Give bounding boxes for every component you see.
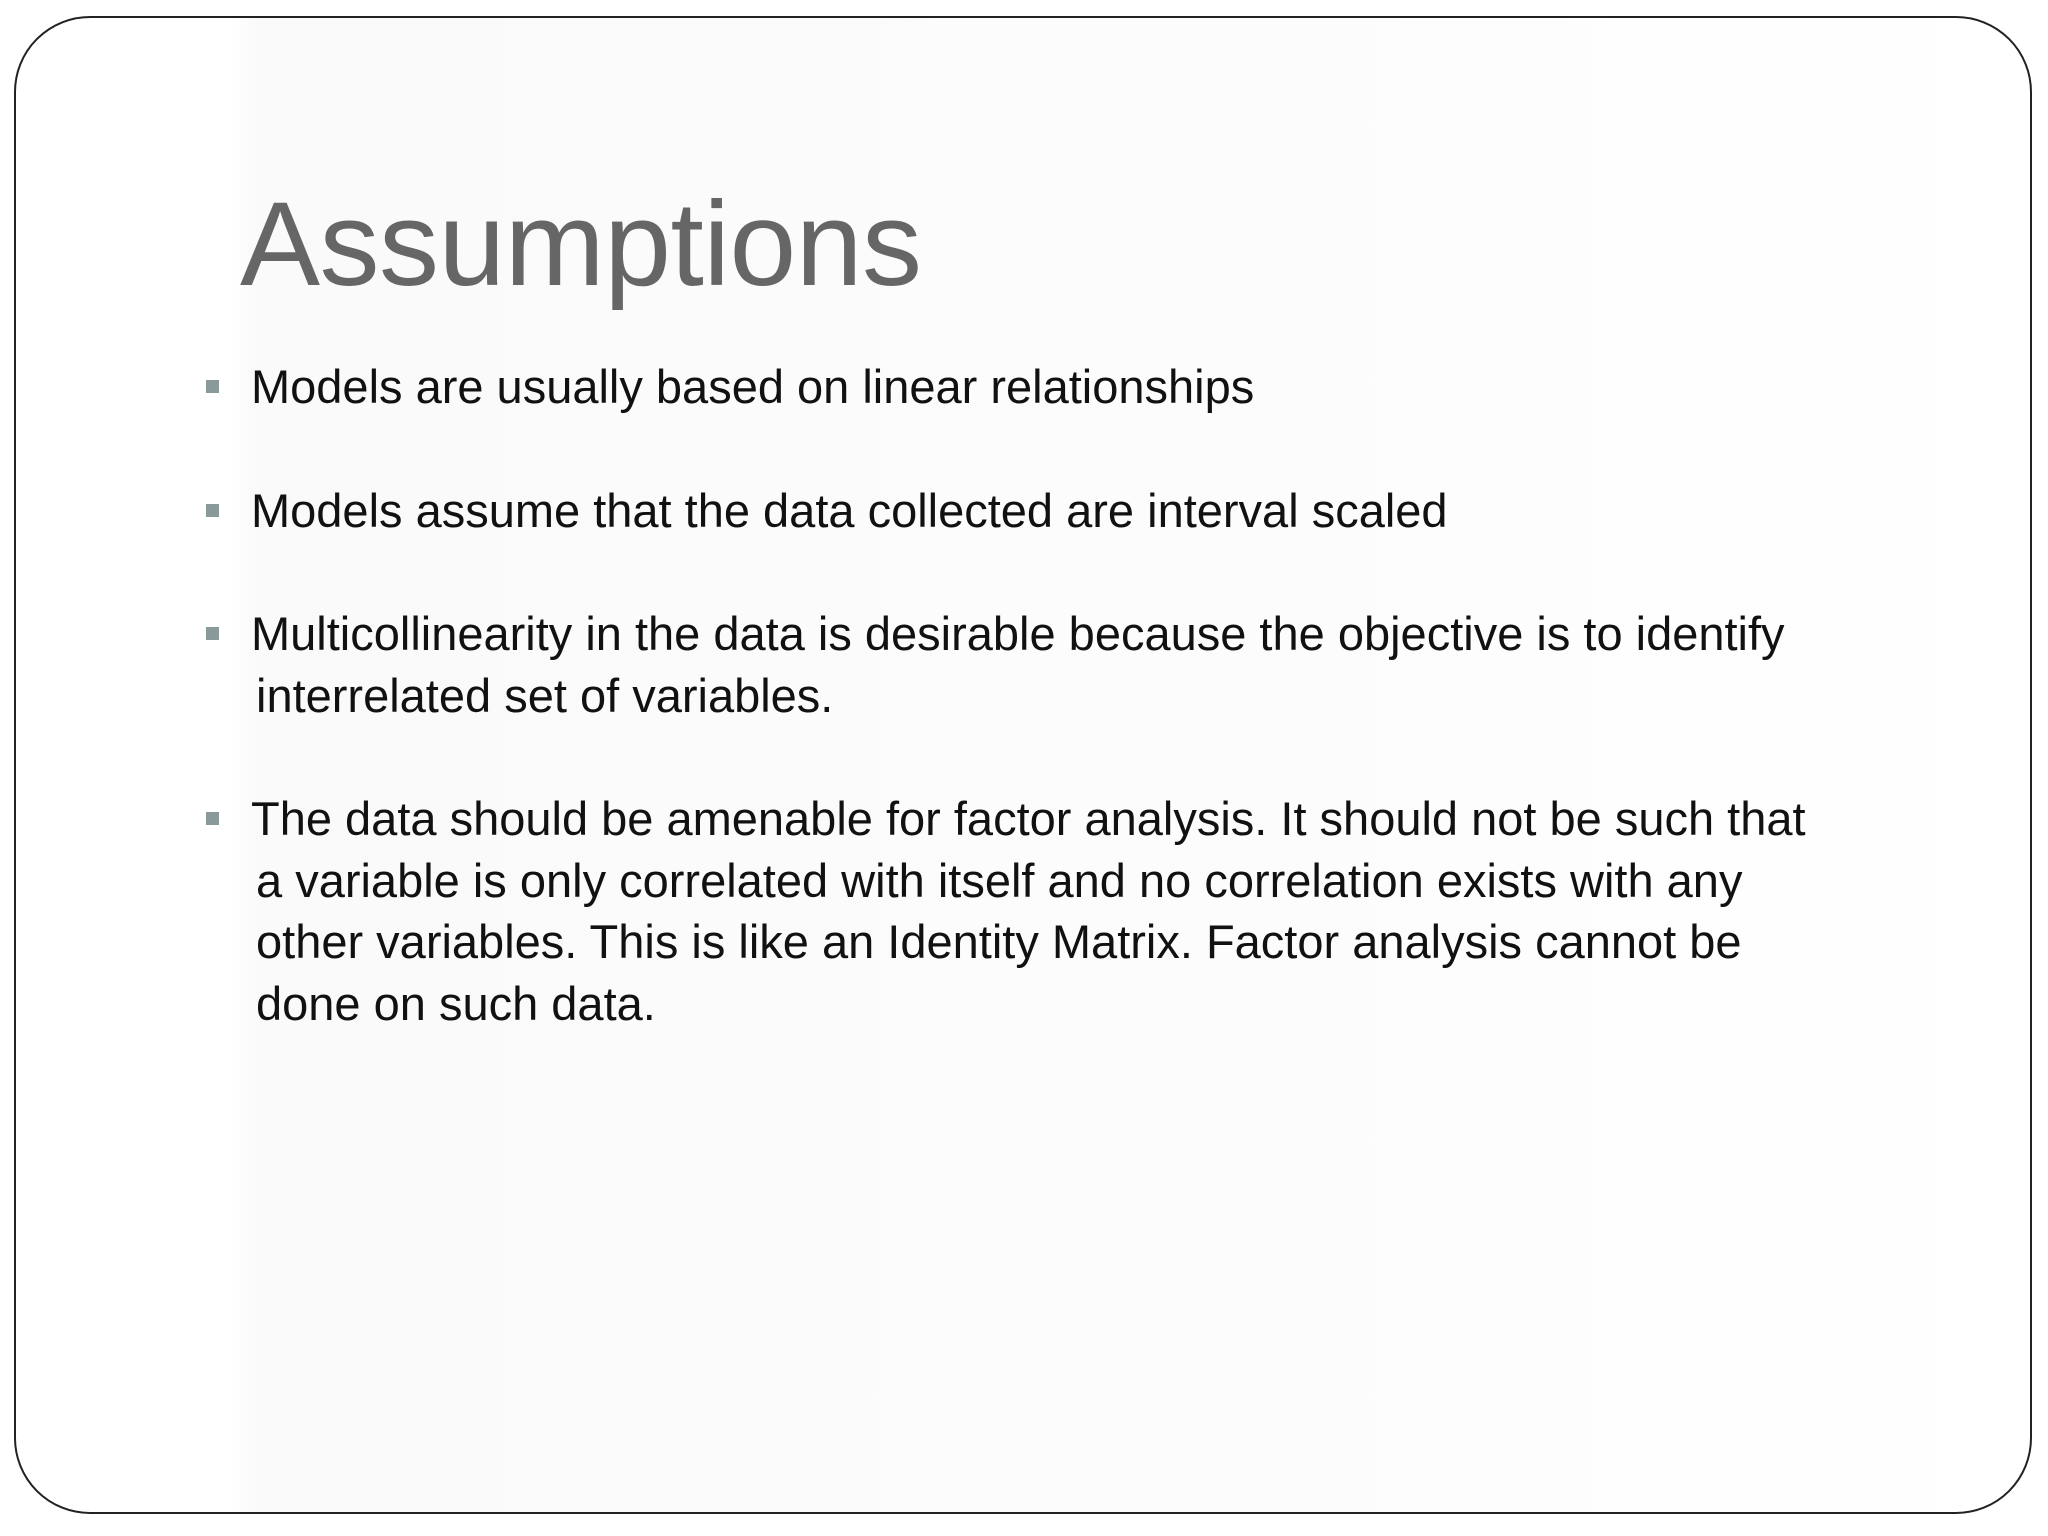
bullet-item [206, 788, 1826, 1034]
bullet-list [206, 356, 1826, 1096]
bullet-item [206, 603, 1826, 726]
bullet-text: Multicollinearity in the data is desirable because the objective is to identify interrelated set of variables. [251, 607, 1785, 722]
square-bullet-icon [206, 812, 219, 825]
bullet-text: Models assume that the data collected are interval scaled [251, 483, 1448, 537]
square-bullet-icon [206, 380, 219, 393]
slide-frame [14, 16, 2032, 1514]
bullet-text: Models are usually based on linear relationships [251, 360, 1255, 413]
bullet-item [206, 356, 1826, 418]
bullet-item [206, 480, 1826, 542]
square-bullet-icon [206, 627, 219, 640]
bullet-text: The data should be amenable for factor analysis. It should not be such that a variable is only correlated with itself and no correlation exists with any other variables. This is like an Identity Matrix. Factor analysis cannot be done on such data. [251, 792, 1806, 1030]
slide-title: Assumptions [240, 177, 922, 311]
square-bullet-icon [206, 504, 219, 517]
